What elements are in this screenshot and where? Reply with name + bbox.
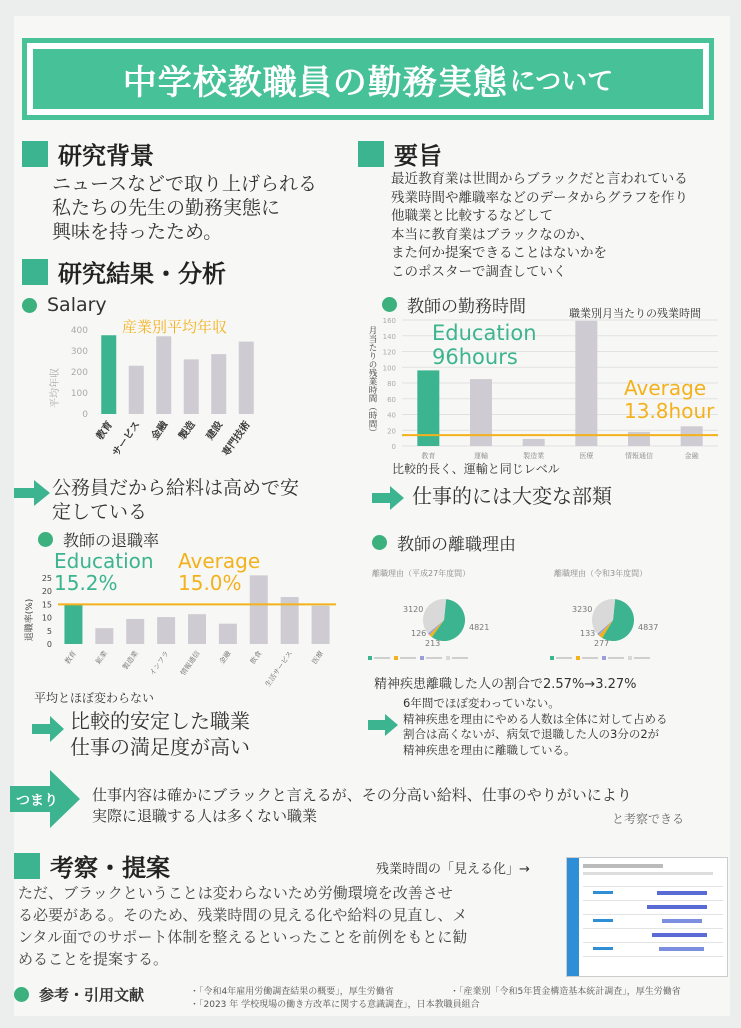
results-heading — [22, 254, 226, 289]
y-tick-label: 400 — [70, 326, 88, 336]
salary-title: Salary — [47, 294, 107, 316]
y-tick-label: 40 — [387, 411, 396, 420]
y-tick-label: 0 — [46, 640, 52, 649]
summary-line-4: 本当に教育業はブラックなのか、 — [391, 226, 594, 243]
bar-医療 — [575, 321, 597, 446]
y-tick-label: 100 — [382, 364, 396, 373]
conclusion-label: つまり — [16, 793, 58, 809]
discussion-title: 考察・提案 — [50, 854, 170, 882]
legend-swatch — [628, 656, 632, 660]
x-tick-label: 建設 — [204, 419, 226, 443]
education-value: 96hours — [432, 345, 518, 369]
bar-製造業 — [523, 439, 545, 446]
legend-text-placeholder — [634, 657, 650, 659]
average-value: 15.0% — [178, 571, 242, 595]
retirement-note: 平均とほぼ変わらない — [34, 691, 155, 705]
legend-text-placeholder — [374, 657, 390, 659]
pie-label: 277 — [594, 639, 610, 648]
resignation-note — [403, 696, 668, 758]
x-tick-label: サービス — [110, 419, 143, 459]
y-tick-label: 120 — [382, 348, 396, 357]
section-square-icon — [22, 259, 48, 285]
average-label: Average — [178, 549, 261, 573]
bullet-dot-icon — [372, 535, 387, 550]
discussion-line-3: ンタル面でのサポート体制を整えるといったことを前例をもとに勧 — [18, 928, 468, 946]
reference-2: ・「産業別「令和5年賃金構造基本統計調査」，厚生労働省 — [450, 987, 681, 997]
bar-情報通信 — [188, 614, 206, 644]
legend-swatch — [576, 656, 580, 660]
salary-conclusion-line-1: 公務員だから給料は高めで安 — [52, 477, 300, 499]
bg-line-3: 興味を持ったため。 — [52, 221, 223, 243]
resignation-title: 教師の離職理由 — [397, 535, 516, 555]
reference-3: ・「2023 年 学校現場の働き方改革に関する意識調査」，日本教職員組合 — [190, 1000, 480, 1010]
bg-line-2: 私たちの先生の勤務実態に — [52, 197, 281, 219]
y-tick-label: 160 — [382, 317, 396, 325]
discussion-line-4: めることを提案する。 — [18, 950, 169, 968]
page-title: 中学校教職員の勤務実態 — [122, 62, 508, 103]
pie-label: 3230 — [572, 605, 593, 614]
results-title: 研究結果・分析 — [58, 260, 226, 288]
retirement-conclusion — [70, 708, 250, 760]
y-tick-label: 15 — [41, 600, 52, 610]
right-arrow-icon — [368, 714, 398, 736]
education-label: Education — [432, 321, 537, 345]
summary-line-5: また何か提案できることはないかを — [391, 245, 607, 261]
legend-text-placeholder — [582, 657, 598, 659]
legend-text-placeholder — [556, 657, 572, 659]
pie-label: 4821 — [469, 623, 490, 632]
retirement-conclusion-line-1: 比較的安定した職業 — [70, 709, 250, 733]
pie-label: 133 — [580, 629, 596, 638]
x-tick-label: 鉱業 — [94, 649, 109, 666]
bar-金融 — [219, 624, 237, 644]
references-heading — [14, 984, 144, 1005]
pie-label: 126 — [411, 629, 427, 638]
x-tick-label: 飲食 — [248, 649, 264, 666]
bar-鉱業 — [95, 628, 113, 644]
overtime-visualization-screenshot — [566, 857, 728, 977]
discussion-text — [18, 882, 467, 970]
y-tick-label: 60 — [387, 395, 396, 404]
section-square-icon — [14, 853, 40, 879]
pie-label: 213 — [425, 639, 441, 648]
x-tick-label: 金融 — [149, 419, 171, 443]
pie-title: 離職理由（平成27年度間） — [372, 569, 471, 578]
bar-飲食 — [250, 575, 268, 644]
bar-教育 — [64, 604, 82, 644]
legend-swatch — [420, 656, 424, 660]
x-tick-label: 製造 — [177, 419, 198, 443]
salary-chart — [40, 318, 280, 464]
right-arrow-icon — [14, 480, 50, 506]
y-tick-label: 20 — [41, 587, 52, 597]
summary-line-6: このポスターで調査していく — [391, 263, 567, 280]
bar-教育 — [101, 335, 116, 414]
conclusion-tail: と考察できる — [612, 812, 685, 826]
conclusion-line-1: 仕事内容は確かにブラックと言えるが、その分高い給料、仕事のやりがいにより — [92, 786, 632, 804]
bar-情報通信 — [628, 432, 650, 446]
title-inner — [33, 49, 703, 109]
legend-swatch — [550, 656, 554, 660]
summary-line-2: 残業時間や離職率などのデータからグラフを作り — [391, 189, 688, 206]
resignation-heading — [372, 530, 516, 555]
average-value: 13.8hour — [624, 399, 715, 423]
education-value: 15.2% — [54, 571, 118, 595]
right-arrow-icon — [372, 486, 404, 510]
education-label: Education — [54, 549, 154, 573]
pie-title: 離職理由（令和3年度間） — [554, 569, 648, 578]
y-axis-label: 月当たりの残業時間（時間） — [367, 326, 377, 437]
discussion-line-1: ただ、ブラックということは変わらないため労働環境を改善させ — [18, 884, 453, 902]
resignation-note-line-1: 6年間でほぼ変わっていない。 — [403, 696, 560, 710]
discussion-heading — [14, 848, 170, 883]
section-square-icon — [358, 141, 384, 167]
reference-1: ・「令和4年雇用労働調査結果の概要」，厚生労働省 — [190, 987, 394, 997]
retirement-conclusion-line-2: 仕事の満足度が高い — [70, 735, 250, 759]
legend-text-placeholder — [426, 657, 442, 659]
bg-line-1: ニュースなどで取り上げられる — [52, 173, 318, 195]
legend-swatch — [368, 656, 372, 660]
y-tick-label: 0 — [391, 443, 396, 451]
resignation-note-line-2: 精神疾患を理由にやめる人数は全体に対して占める — [403, 711, 668, 726]
research-background-heading — [22, 136, 154, 171]
x-tick-label: 製造業 — [121, 649, 140, 672]
summary-line-1: 最近教育業は世間からブラックだと言われている — [391, 171, 688, 187]
chart-title: 産業別平均年収 — [122, 318, 228, 336]
x-tick-label: 情報通信 — [179, 649, 202, 678]
y-tick-label: 25 — [41, 574, 52, 583]
legend-text-placeholder — [400, 657, 416, 659]
bar-インフラ — [157, 617, 175, 644]
summary-line-3: 他職業と比較するなどして — [391, 208, 553, 224]
working-hours-chart — [362, 304, 734, 476]
y-axis-label: 平均年収 — [50, 368, 61, 408]
bar-サービス — [129, 366, 144, 414]
research-background-text — [52, 172, 317, 244]
right-arrow-icon — [32, 716, 64, 742]
x-tick-label: 医療 — [310, 649, 326, 666]
x-tick-label: 教育 — [94, 419, 116, 443]
x-tick-label: 生活サービス — [263, 649, 295, 689]
y-tick-label: 300 — [70, 347, 88, 357]
salary-conclusion-line-2: 定している — [52, 501, 148, 523]
resignation-pies — [368, 562, 718, 672]
bar-製造業 — [126, 619, 144, 644]
bar-金融 — [681, 426, 703, 446]
y-tick-label: 0 — [82, 410, 88, 420]
x-tick-label: インフラ — [148, 649, 171, 678]
summary-text — [391, 170, 688, 281]
legend-text-placeholder — [452, 657, 468, 659]
bullet-dot-icon — [14, 987, 29, 1002]
page-title-suffix: について — [509, 66, 614, 97]
research-background-title: 研究背景 — [58, 142, 154, 170]
conclusion-line-2: 実際に退職する人は多くない職業 — [92, 807, 318, 825]
bar-建設 — [211, 354, 226, 414]
x-tick-label: 専門技術 — [220, 419, 253, 459]
visualization-label: 残業時間の「見える化」→ — [376, 862, 530, 877]
resignation-note-line-3: 割合は高くないが、病気で退職した人の3分の2が — [403, 727, 660, 741]
pie-label: 3120 — [403, 605, 424, 614]
chart-title: 職業別月当たりの残業時間 — [569, 307, 701, 320]
x-tick-label: 教育 — [63, 649, 79, 666]
references-title: 参考・引用文献 — [39, 986, 145, 1004]
salary-conclusion — [52, 476, 299, 524]
working-hours-conclusion: 仕事的には大変な部類 — [412, 484, 612, 508]
salary-heading — [22, 294, 107, 316]
summary-heading — [358, 136, 442, 171]
bar-医療 — [312, 606, 330, 644]
x-tick-label: 金融 — [217, 649, 233, 666]
resignation-note-line-4: 精神疾患を理由に離職している。 — [403, 742, 576, 757]
legend-swatch — [602, 656, 606, 660]
x-tick-label: 情報通信 — [625, 452, 653, 460]
y-tick-label: 20 — [387, 427, 396, 436]
bar-専門技術 — [239, 342, 254, 414]
legend-swatch — [446, 656, 450, 660]
x-tick-label: 医療 — [579, 452, 594, 460]
x-tick-label: 教育 — [421, 452, 436, 460]
y-tick-label: 5 — [46, 626, 52, 636]
x-tick-label: 運輸 — [474, 452, 488, 460]
legend-text-placeholder — [608, 657, 624, 659]
retirement-title: 教師の退職率 — [63, 531, 160, 550]
resignation-ratio: 精神疾患離職した人の割合で2.57%→3.27% — [374, 677, 637, 692]
pie-label: 4837 — [638, 623, 659, 632]
bar-金融 — [156, 336, 171, 414]
y-axis-label: 退職率(%) — [25, 598, 35, 642]
y-tick-label: 100 — [70, 389, 88, 399]
legend-swatch — [394, 656, 398, 660]
section-square-icon — [22, 141, 48, 167]
discussion-line-2: る必要がある。そのため、残業時間の見える化や給料の見直し、メ — [18, 906, 468, 924]
average-label: Average — [624, 376, 707, 400]
y-tick-label: 80 — [387, 380, 396, 388]
retirement-chart — [16, 544, 350, 692]
bullet-dot-icon — [22, 298, 37, 313]
conclusion-text — [92, 785, 632, 827]
y-tick-label: 10 — [41, 613, 52, 623]
x-tick-label: 製造業 — [523, 452, 545, 460]
x-tick-label: 金融 — [684, 452, 699, 460]
working-hours-title: 教師の勤務時間 — [407, 297, 526, 317]
working-hours-note: 比較的長く、運輸と同じレベル — [392, 462, 560, 476]
y-tick-label: 140 — [382, 332, 396, 341]
title-banner — [22, 38, 714, 120]
y-tick-label: 200 — [70, 368, 88, 378]
summary-title: 要旨 — [394, 142, 442, 170]
bar-製造 — [184, 359, 199, 414]
